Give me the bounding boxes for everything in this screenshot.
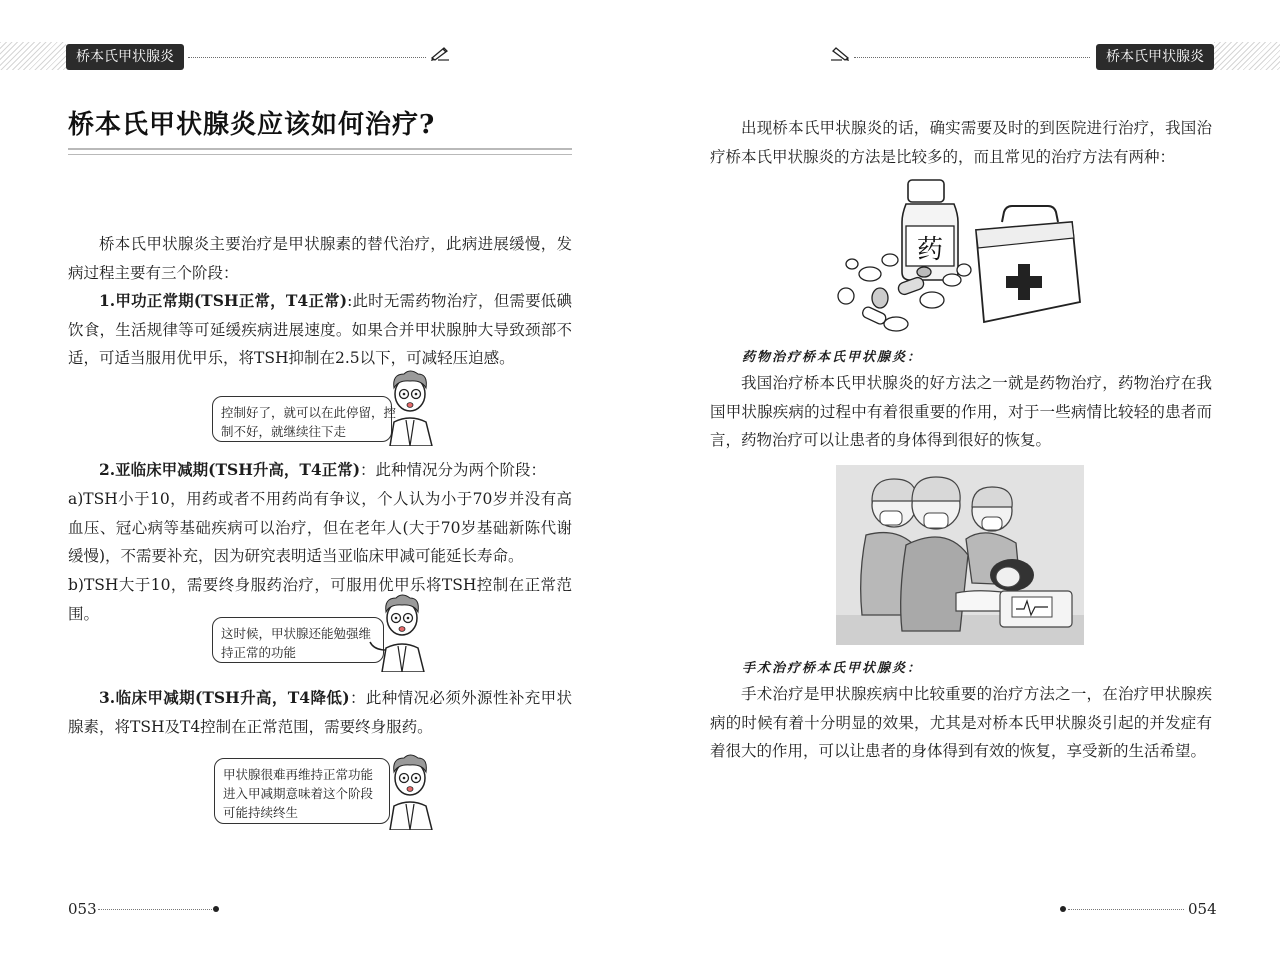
header-dots	[188, 57, 426, 58]
bubble1-line1: 控制好了，就可以在此停留，控	[221, 405, 397, 420]
bubble3-line1: 甲状腺很难再维持正常功能	[223, 767, 374, 782]
bubble1-line2: 制不好，就继续往下走	[221, 424, 347, 439]
bubble3-line2: 进入甲减期意味着这个阶段	[223, 786, 374, 801]
stage2-text: ：此种情况分为两个阶段：	[360, 461, 547, 479]
svg-text:药: 药	[916, 235, 944, 265]
bubble3-line3: 可能持续终生	[223, 805, 299, 820]
first-aid-kit-icon	[976, 206, 1080, 322]
stage2-a-paragraph: a)TSH小于10，用药或者不用药尚有争议，个人认为小于70岁并没有高血压、冠心病等基础疾病可以治疗，但在老年人(大于70岁基础新陈代谢缓慢)，不需要补充，因为研究表明适当亚临床甲减可能延长寿命。	[68, 490, 572, 566]
stage3-paragraph	[68, 684, 572, 741]
surgery-illustration	[836, 465, 1084, 645]
doctor-icon	[384, 750, 436, 830]
footer-dot	[213, 906, 219, 912]
title-rule	[68, 148, 572, 155]
header-tab: 桥本氏甲状腺炎	[66, 44, 184, 70]
header-hatch	[1214, 42, 1280, 70]
page-number: 053	[68, 900, 97, 918]
surgery-paragraph: 手术治疗是甲状腺疾病中比较重要的治疗方法之一，在治疗甲状腺疾病的时候有着十分明显的效果，尤其是对桥本氏甲状腺炎引起的并发症有着很大的作用，可以让患者的身体得到有效的恢复，享受新的生活希望。	[710, 685, 1212, 761]
footer-line	[98, 909, 212, 910]
intro-paragraph: 桥本氏甲状腺炎主要治疗是甲状腺素的替代治疗，此病进展缓慢，发病过程主要有三个阶段：	[68, 235, 572, 282]
intro-paragraph: 出现桥本氏甲状腺炎的话，确实需要及时的到医院进行治疗，我国治疗桥本氏甲状腺炎的方法是比较多的，而且常见的治疗方法有两种：	[710, 119, 1212, 166]
stage1-text: :此时无需药物治疗，但需要低碘饮食，生活规律等可延缓疾病进展速度。如果合并甲状腺肿大导致颈部不适，可适当服用优甲乐，将TSH抑制在2.5以下，可减轻压迫感。	[68, 292, 572, 368]
stage2-b-paragraph: b)TSH大于10，需要终身服药治疗，可服用优甲乐将TSH控制在正常范围。	[68, 576, 572, 623]
stage3-text: ：此种情况必须外源性补充甲状腺素，将TSH及T4控制在正常范围，需要终身服药。	[68, 689, 572, 736]
caption-drug-therapy: 药物治疗桥本氏甲状腺炎：	[742, 350, 923, 365]
bubble2-line1: 这时候，甲状腺还能勉强维	[221, 626, 372, 641]
medicine-bottle-icon	[902, 180, 958, 280]
stage1-paragraph	[68, 287, 572, 373]
pencil-icon	[830, 45, 850, 61]
header-hatch	[0, 42, 66, 70]
header-tab: 桥本氏甲状腺炎	[1096, 44, 1214, 70]
stage1-heading: 1.甲功正常期(TSH正常，T4正常)	[99, 291, 348, 310]
doctor-icon	[368, 588, 434, 672]
caption-surgery: 手术治疗桥本氏甲状腺炎：	[742, 661, 923, 676]
speech-bubble-2	[212, 617, 384, 663]
page-number: 054	[1188, 900, 1217, 918]
medicine-illustration	[836, 176, 1084, 334]
footer-dot	[1060, 906, 1066, 912]
pencil-icon	[430, 45, 450, 61]
drug-therapy-paragraph: 我国治疗桥本氏甲状腺炎的好方法之一就是药物治疗，药物治疗在我国甲状腺疾病的过程中有着很重要的作用，对于一些病情比较轻的患者而言，药物治疗可以让患者的身体得到很好的恢复。	[710, 374, 1212, 450]
speech-bubble-3	[214, 758, 390, 824]
page-title: 桥本氏甲状腺炎应该如何治疗?	[68, 110, 436, 140]
footer-line	[1068, 909, 1184, 910]
stage3-heading: 3.临床甲减期(TSH升高，T4降低)	[99, 688, 350, 707]
speech-bubble-1	[212, 396, 397, 442]
header-dots	[854, 57, 1090, 58]
stage2-paragraph	[68, 456, 572, 485]
stage2-heading: 2.亚临床甲减期(TSH升高，T4正常)	[99, 460, 361, 479]
doctor-icon	[384, 366, 436, 446]
bubble2-line2: 持正常的功能	[221, 645, 297, 660]
right-page	[640, 0, 1280, 960]
